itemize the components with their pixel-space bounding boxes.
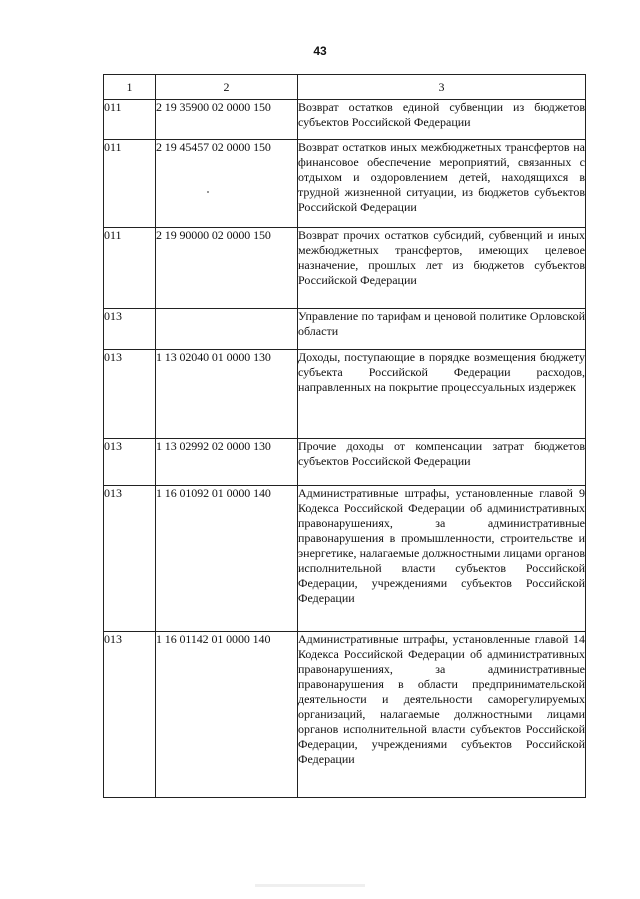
table-header-row bbox=[104, 75, 586, 100]
revenue-code-cell: 1 16 01092 01 0000 140 bbox=[156, 486, 298, 632]
revenue-name-cell: Прочие доходы от компенсации затрат бюджетов субъектов Российской Федерации bbox=[298, 439, 586, 486]
administrator-code-cell: 013 bbox=[104, 350, 156, 439]
table-row bbox=[104, 486, 586, 632]
revenue-name-cell: Административные штрафы, установленные главой 9 Кодекса Российской Федерации об административных правонарушениях, за административные правонарушения в промышленности, строительстве и энергетике, налагаемые должностными лицами органов исполнительной власти субъектов Российской Федерации, учреждениями субъектов Российской Федерации bbox=[298, 486, 586, 632]
revenue-code-cell: 1 13 02040 01 0000 130 bbox=[156, 350, 298, 439]
revenue-name-cell: Возврат остатков единой субвенции из бюджетов субъектов Российской Федерации bbox=[298, 100, 586, 140]
column-header-3: 3 bbox=[298, 75, 586, 100]
revenue-code-cell: 1 16 01142 01 0000 140 bbox=[156, 632, 298, 798]
table-row bbox=[104, 309, 586, 350]
revenue-codes-table bbox=[103, 74, 586, 798]
table-row bbox=[104, 439, 586, 486]
table-row bbox=[104, 228, 586, 309]
scan-artifact bbox=[207, 191, 209, 193]
table-row bbox=[104, 350, 586, 439]
column-header-2: 2 bbox=[156, 75, 298, 100]
revenue-name-cell: Возврат прочих остатков субсидий, субвенций и иных межбюджетных трансфертов, имеющих целевое назначение, прошлых лет из бюджетов субъектов Российской Федерации bbox=[298, 228, 586, 309]
scan-artifact bbox=[255, 884, 365, 887]
administrator-code-cell: 013 bbox=[104, 486, 156, 632]
administrator-code-cell: 013 bbox=[104, 309, 156, 350]
revenue-code-cell: 2 19 45457 02 0000 150 bbox=[156, 140, 298, 228]
administrator-code-cell: 013 bbox=[104, 439, 156, 486]
revenue-code-cell: 2 19 90000 02 0000 150 bbox=[156, 228, 298, 309]
administrator-code-cell: 013 bbox=[104, 632, 156, 798]
revenue-name-cell: Возврат остатков иных межбюджетных трансфертов на финансовое обеспечение мероприятий, связанных с отдыхом и оздоровлением детей, находящихся в трудной жизненной ситуации, из бюджетов субъектов Российской Федерации bbox=[298, 140, 586, 228]
administrator-code-cell: 011 bbox=[104, 100, 156, 140]
page-number: 43 bbox=[313, 44, 327, 58]
revenue-code-cell bbox=[156, 309, 298, 350]
revenue-name-cell: Доходы, поступающие в порядке возмещения бюджету субъекта Российской Федерации расходов, направленных на покрытие процессуальных издержек bbox=[298, 350, 586, 439]
table-row bbox=[104, 632, 586, 798]
revenue-code-cell: 1 13 02992 02 0000 130 bbox=[156, 439, 298, 486]
administrator-code-cell: 011 bbox=[104, 228, 156, 309]
table-row bbox=[104, 140, 586, 228]
revenue-name-cell: Административные штрафы, установленные главой 14 Кодекса Российской Федерации об административных правонарушениях, за административные правонарушения в области предпринимательской деятельности и деятельности саморегулируемых организаций, налагаемые должностными лицами органов исполнительной власти субъектов Российской Федерации, учреждениями субъектов Российской Федерации bbox=[298, 632, 586, 798]
revenue-code-cell: 2 19 35900 02 0000 150 bbox=[156, 100, 298, 140]
administrator-name-cell: Управление по тарифам и ценовой политике Орловской области bbox=[298, 309, 586, 350]
column-header-1: 1 bbox=[104, 75, 156, 100]
administrator-code-cell: 011 bbox=[104, 140, 156, 228]
table-row bbox=[104, 100, 586, 140]
